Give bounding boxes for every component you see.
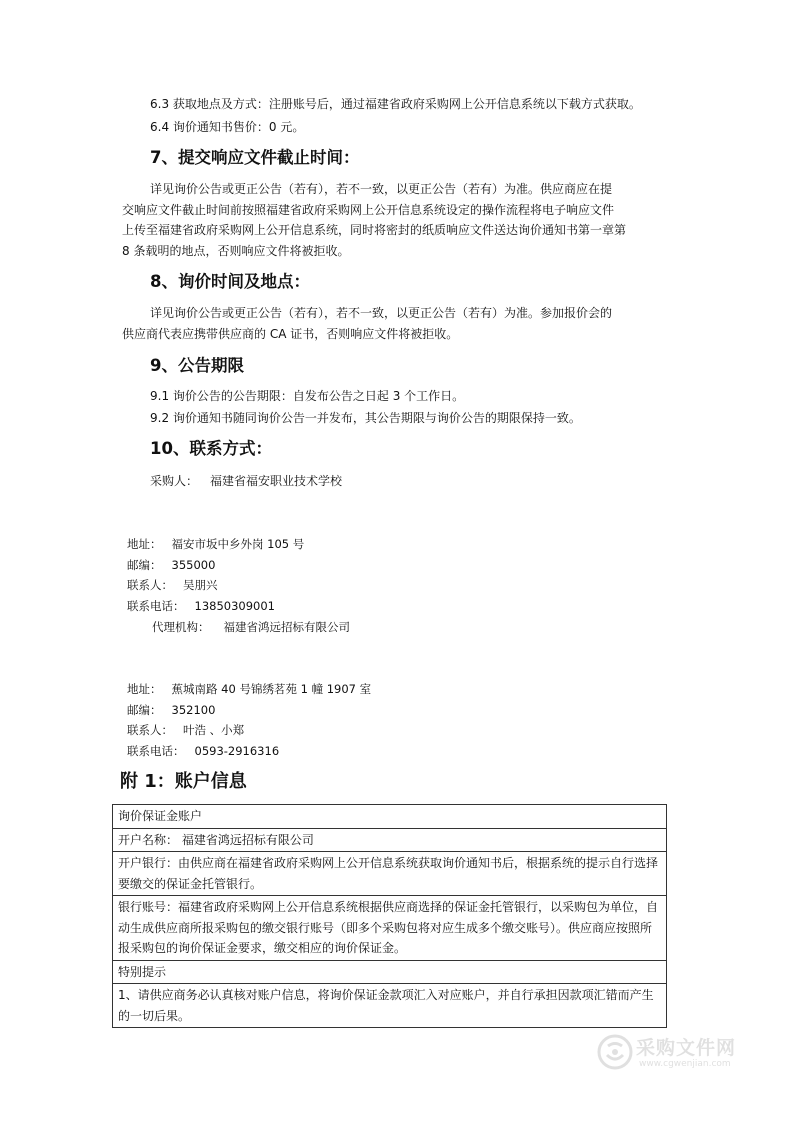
appendix-heading: 附 1：账户信息 [120, 771, 247, 792]
section-7-heading: 7、提交响应文件截止时间： [150, 148, 360, 167]
table-cell: 1、请供应商务必认真核对账户信息，将询价保证金款项汇入对应账户，并自行承担因款项汇错而产生的一切后果。 [113, 984, 667, 1028]
watermark [596, 1031, 756, 1075]
purchaser-zip-row [127, 557, 215, 573]
section-8-line: 详见询价公告或更正公告（若有），若不一致，以更正公告（若有）为准。参加报价会的 [150, 306, 613, 320]
table-cell: 开户银行：由供应商在福建省政府采购网上公开信息系统获取询价通知书后，根据系统的提示自行选择要缴交的保证金托管银行。 [113, 852, 667, 896]
table-row [113, 896, 667, 961]
watermark-url: www.cgwenjian.com [639, 1059, 731, 1069]
section-7-line: 详见询价公告或更正公告（若有），若不一致，以更正公告（若有）为准。供应商应在提 [150, 182, 613, 196]
agency-zip-row [127, 702, 215, 718]
section-7-body [122, 179, 682, 262]
contact-label: 联系人： [127, 723, 173, 737]
table-cell: 特别提示 [113, 960, 667, 984]
purchaser-value: 福建省福安职业技术学校 [210, 474, 343, 488]
table-row [113, 852, 667, 896]
zip-label: 邮编： [127, 558, 162, 572]
table-cell: 开户名称： 福建省鸿远招标有限公司 [113, 828, 667, 852]
section-7-line: 上传至福建省政府采购网上公开信息系统，同时将密封的纸质响应文件送达询价通知书第一章第 [122, 223, 627, 238]
section-10-heading: 10、联系方式： [150, 439, 272, 458]
address-value: 蕉城南路 40 号锦绣茗苑 1 幢 1907 室 [171, 682, 372, 696]
table-row [113, 828, 667, 852]
phone-label: 联系电话： [127, 744, 185, 758]
purchaser-label: 采购人： [150, 474, 199, 488]
section-8-body [122, 303, 682, 344]
agency-label: 代理机构： [152, 620, 210, 634]
purchaser-phone-row [127, 598, 275, 614]
contact-value: 吴朋兴 [183, 578, 218, 592]
item-9-2: 9.2 询价通知书随同询价公告一并发布，其公告期限与询价公告的期限保持一致。 [150, 411, 581, 425]
item-6-3: 6.3 获取地点及方式：注册账号后，通过福建省政府采购网上公开信息系统以下载方式获取。 [150, 97, 641, 111]
watermark-title: 采购文件网 [636, 1037, 737, 1059]
item-6-4: 6.4 询价通知书售价：0 元。 [150, 120, 305, 134]
address-label: 地址： [127, 682, 162, 696]
table-row [113, 984, 667, 1028]
table-row [113, 805, 667, 829]
agency-row [152, 619, 350, 635]
agency-phone-row [127, 743, 279, 759]
table-cell: 银行账号：福建省政府采购网上公开信息系统根据供应商选择的保证金托管银行，以采购包为单位，自动生成供应商所报采购包的缴交银行账号（即多个采购包将对应生成多个缴交账号）。供应商应按照所报采购包的询价保证金要求，缴交相应的询价保证金。 [113, 896, 667, 961]
contact-value: 叶浩 、小郑 [183, 723, 245, 737]
agency-address-row [127, 681, 371, 697]
purchaser-row [150, 473, 342, 489]
agency-contact-row [127, 722, 244, 738]
table-cell: 询价保证金账户 [113, 805, 667, 829]
section-7-line: 8 条载明的地点，否则响应文件将被拒收。 [122, 244, 350, 259]
phone-value: 0593-2916316 [194, 744, 280, 758]
watermark-logo-icon [596, 1033, 634, 1071]
section-8-heading: 8、询价时间及地点： [150, 272, 310, 291]
agency-value: 福建省鸿远招标有限公司 [223, 620, 350, 634]
address-label: 地址： [127, 537, 162, 551]
account-info-table [112, 804, 667, 1028]
section-8-line: 供应商代表应携带供应商的 CA 证书，否则响应文件将被拒收。 [122, 326, 459, 341]
address-value: 福安市坂中乡外岗 105 号 [171, 537, 305, 551]
zip-value: 355000 [171, 558, 216, 572]
phone-value: 13850309001 [194, 599, 275, 613]
purchaser-contact-row [127, 577, 218, 593]
item-9-1: 9.1 询价公告的公告期限：自发布公告之日起 3 个工作日。 [150, 389, 465, 403]
section-7-line: 交响应文件截止时间前按照福建省政府采购网上公开信息系统设定的操作流程将电子响应文件 [122, 202, 615, 217]
zip-label: 邮编： [127, 703, 162, 717]
zip-value: 352100 [171, 703, 216, 717]
phone-label: 联系电话： [127, 599, 185, 613]
purchaser-address-row [127, 536, 304, 552]
table-row [113, 960, 667, 984]
contact-label: 联系人： [127, 578, 173, 592]
section-9-heading: 9、公告期限 [150, 356, 244, 375]
